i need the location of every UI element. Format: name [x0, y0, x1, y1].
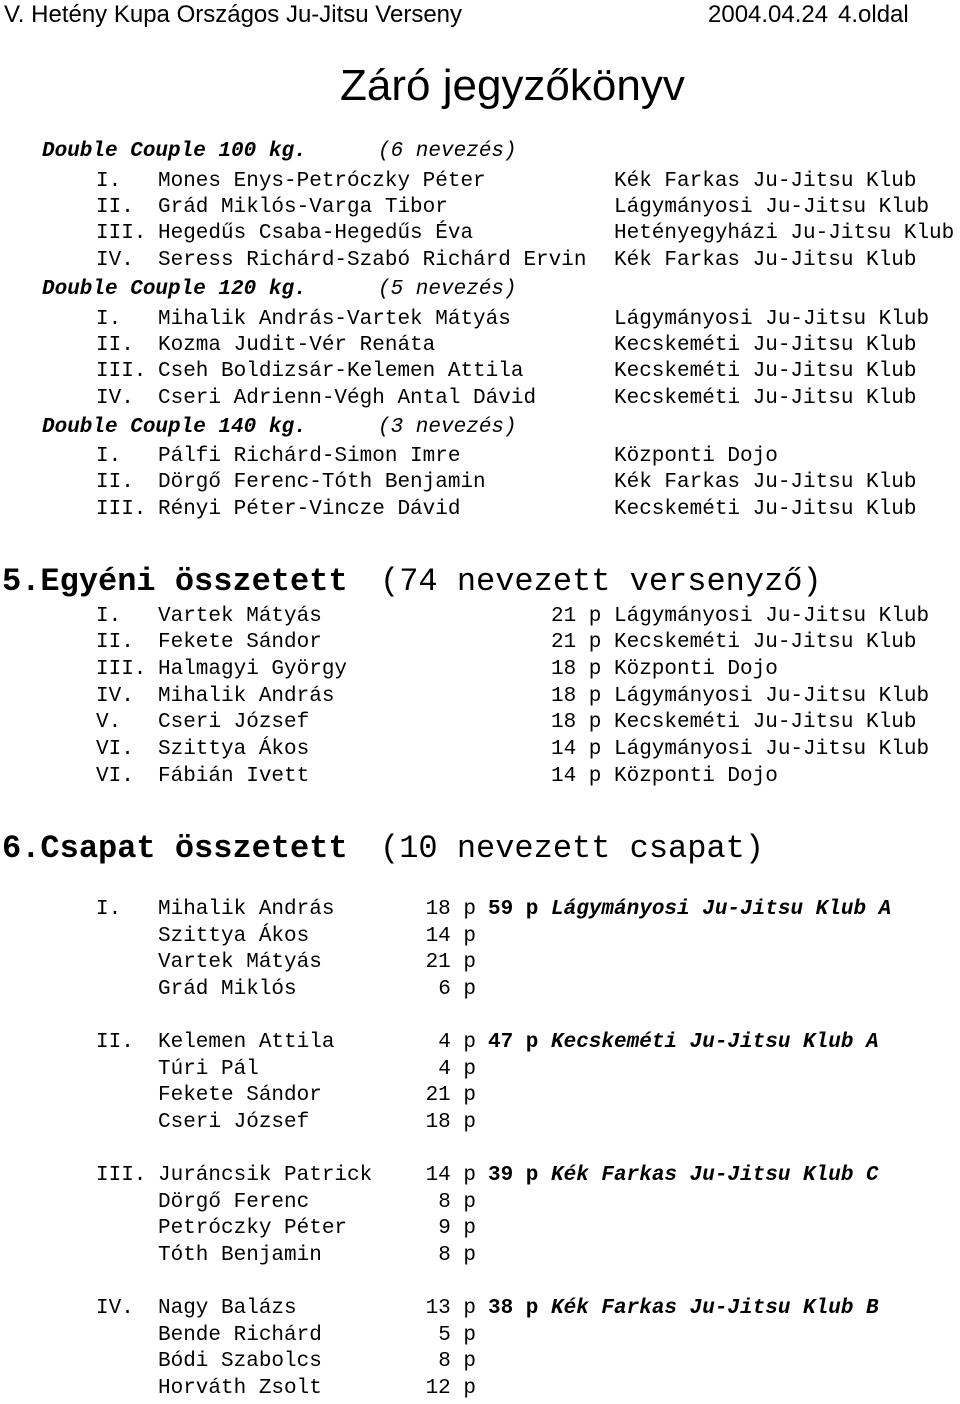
header-date: 2004.04.24	[708, 1, 829, 28]
section-count: (74 nevezett versenyző)	[380, 563, 822, 600]
rank: III.	[96, 1164, 147, 1187]
member-points: 6 p	[438, 978, 476, 1001]
category-entries: (3 nevezés)	[378, 416, 517, 439]
rank: III.	[96, 222, 147, 245]
rank: II.	[96, 196, 134, 219]
competitor-name: Mihalik András	[158, 685, 335, 708]
member-points: 9 p	[438, 1217, 476, 1240]
club: Lágymányosi Ju-Jitsu Klub	[614, 308, 930, 331]
rank: V.	[96, 711, 122, 734]
points: 18 p	[551, 711, 602, 734]
member-points: 5 p	[438, 1324, 476, 1347]
pair-names: Cseh Boldizsár-Kelemen Attila	[158, 360, 524, 383]
points: 18 p	[551, 658, 602, 681]
member-points: 4 p	[438, 1031, 476, 1054]
club: Kecskeméti Ju-Jitsu Klub	[614, 631, 917, 654]
team-name: Lágymányosi Ju-Jitsu Klub A	[551, 898, 892, 921]
pair-names: Hegedűs Csaba-Hegedűs Éva	[158, 222, 474, 245]
header-title: V. Hetény Kupa Országos Ju-Jitsu Verseny	[4, 1, 463, 28]
club: Lágymányosi Ju-Jitsu Klub	[614, 738, 930, 761]
member-points: 14 p	[425, 1164, 476, 1187]
club: Hetényegyházi Ju-Jitsu Klub	[614, 222, 955, 245]
member-points: 21 p	[425, 1084, 476, 1107]
category-heading: Double Couple 120 kg.	[42, 278, 307, 301]
competitor-name: Cseri József	[158, 711, 310, 734]
rank: II.	[96, 334, 134, 357]
club: Központi Dojo	[614, 658, 778, 681]
rank: I.	[96, 898, 122, 921]
rank: II.	[96, 471, 134, 494]
rank: I.	[96, 308, 122, 331]
club: Kék Farkas Ju-Jitsu Klub	[614, 170, 917, 193]
team-name: Kék Farkas Ju-Jitsu Klub B	[551, 1297, 879, 1320]
member-points: 14 p	[425, 925, 476, 948]
club: Kecskeméti Ju-Jitsu Klub	[614, 711, 917, 734]
club: Lágymányosi Ju-Jitsu Klub	[614, 605, 930, 628]
points: 21 p	[551, 631, 602, 654]
rank: VI.	[96, 765, 134, 788]
member-name: Kelemen Attila	[158, 1031, 335, 1054]
rank: III.	[96, 498, 147, 521]
member-points: 18 p	[425, 1111, 476, 1134]
club: Központi Dojo	[614, 765, 778, 788]
member-name: Petróczky Péter	[158, 1217, 348, 1240]
competitor-name: Szittya Ákos	[158, 738, 310, 761]
pair-names: Mihalik András-Vartek Mátyás	[158, 308, 511, 331]
member-name: Horváth Zsolt	[158, 1377, 322, 1400]
pair-names: Kozma Judit-Vér Renáta	[158, 334, 436, 357]
category-heading: Double Couple 100 kg.	[42, 140, 307, 163]
member-points: 13 p	[425, 1297, 476, 1320]
rank: I.	[96, 605, 122, 628]
competitor-name: Vartek Mátyás	[158, 605, 322, 628]
member-points: 12 p	[425, 1377, 476, 1400]
team-total: 47 p	[488, 1031, 539, 1054]
rank: IV.	[96, 685, 134, 708]
member-name: Dörgő Ferenc	[158, 1191, 310, 1214]
points: 14 p	[551, 765, 602, 788]
competitor-name: Halmagyi György	[158, 658, 348, 681]
club: Kék Farkas Ju-Jitsu Klub	[614, 249, 917, 272]
team-total: 39 p	[488, 1164, 539, 1187]
category-heading: Double Couple 140 kg.	[42, 416, 307, 439]
member-points: 8 p	[438, 1350, 476, 1373]
member-name: Túri Pál	[158, 1058, 259, 1081]
club: Kecskeméti Ju-Jitsu Klub	[614, 498, 917, 521]
team-name: Kecskeméti Ju-Jitsu Klub A	[551, 1031, 879, 1054]
club: Lágymányosi Ju-Jitsu Klub	[614, 685, 930, 708]
pair-names: Rényi Péter-Vincze Dávid	[158, 498, 461, 521]
pair-names: Seress Richárd-Szabó Richárd Ervin	[158, 249, 587, 272]
member-name: Vartek Mátyás	[158, 951, 322, 974]
pair-names: Dörgő Ferenc-Tóth Benjamin	[158, 471, 486, 494]
points: 14 p	[551, 738, 602, 761]
section-heading: 6.Csapat összetett	[2, 830, 348, 867]
member-name: Nagy Balázs	[158, 1297, 297, 1320]
competitor-name: Fábián Ivett	[158, 765, 310, 788]
rank: II.	[96, 1031, 134, 1054]
rank: IV.	[96, 1297, 134, 1320]
rank: IV.	[96, 249, 134, 272]
pair-names: Pálfi Richárd-Simon Imre	[158, 445, 461, 468]
rank: I.	[96, 445, 122, 468]
club: Kecskeméti Ju-Jitsu Klub	[614, 334, 917, 357]
team-total: 59 p	[488, 898, 539, 921]
club: Központi Dojo	[614, 445, 778, 468]
member-name: Szittya Ákos	[158, 925, 310, 948]
rank: II.	[96, 631, 134, 654]
club: Kecskeméti Ju-Jitsu Klub	[614, 387, 917, 410]
rank: VI.	[96, 738, 134, 761]
pair-names: Mones Enys-Petróczky Péter	[158, 170, 486, 193]
pair-names: Grád Miklós-Varga Tibor	[158, 196, 448, 219]
member-name: Bende Richárd	[158, 1324, 322, 1347]
category-entries: (6 nevezés)	[378, 140, 517, 163]
header-page: 4.oldal	[838, 1, 909, 28]
club: Kecskeméti Ju-Jitsu Klub	[614, 360, 917, 383]
member-name: Fekete Sándor	[158, 1084, 322, 1107]
member-name: Mihalik András	[158, 898, 335, 921]
member-name: Juráncsik Patrick	[158, 1164, 373, 1187]
rank: I.	[96, 170, 122, 193]
member-points: 21 p	[425, 951, 476, 974]
team-name: Kék Farkas Ju-Jitsu Klub C	[551, 1164, 879, 1187]
member-name: Cseri József	[158, 1111, 310, 1134]
member-points: 8 p	[438, 1244, 476, 1267]
rank: III.	[96, 360, 147, 383]
points: 18 p	[551, 685, 602, 708]
member-points: 18 p	[425, 898, 476, 921]
page-title: Záró jegyzőkönyv	[340, 61, 685, 110]
section-heading: 5.Egyéni összetett	[2, 563, 348, 600]
member-name: Tóth Benjamin	[158, 1244, 322, 1267]
rank: IV.	[96, 387, 134, 410]
competitor-name: Fekete Sándor	[158, 631, 322, 654]
club: Lágymányosi Ju-Jitsu Klub	[614, 196, 930, 219]
pair-names: Cseri Adrienn-Végh Antal Dávid	[158, 387, 537, 410]
team-total: 38 p	[488, 1297, 539, 1320]
points: 21 p	[551, 605, 602, 628]
member-name: Grád Miklós	[158, 978, 297, 1001]
category-entries: (5 nevezés)	[378, 278, 517, 301]
club: Kék Farkas Ju-Jitsu Klub	[614, 471, 917, 494]
section-count: (10 nevezett csapat)	[380, 830, 765, 867]
member-name: Bódi Szabolcs	[158, 1350, 322, 1373]
rank: III.	[96, 658, 147, 681]
member-points: 4 p	[438, 1058, 476, 1081]
member-points: 8 p	[438, 1191, 476, 1214]
